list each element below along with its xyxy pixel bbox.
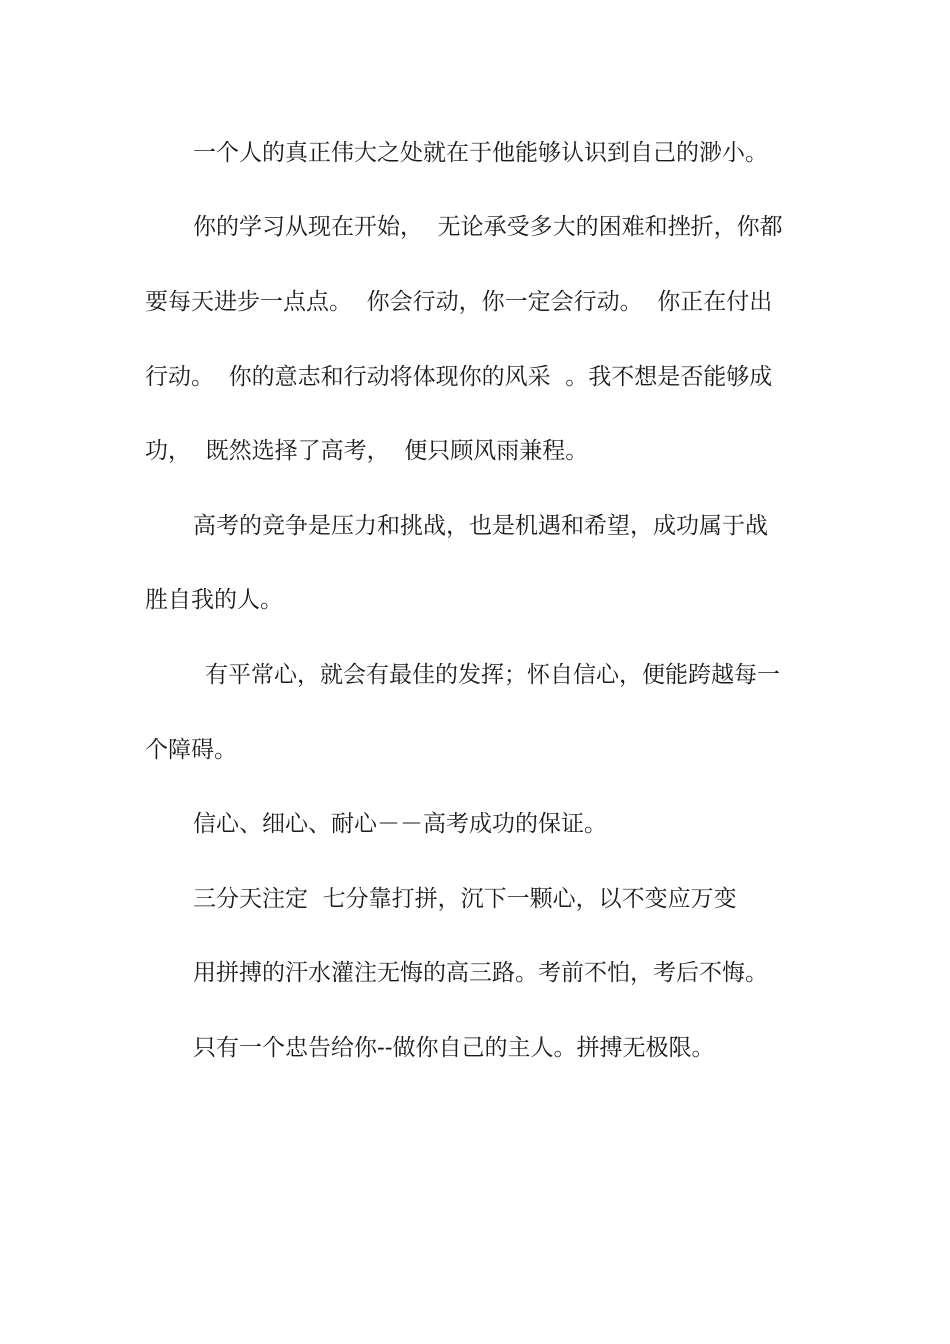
paragraph-line: 个障碍。: [145, 737, 237, 763]
paragraph-line: 要每天进步一点点。 你会行动，你一定会行动。 你正在付出: [145, 289, 773, 315]
paragraph-line: 用拼搏的汗水灌注无悔的高三路。考前不怕，考后不悔。: [193, 960, 768, 986]
paragraph-line: 行动。 你的意志和行动将体现你的风采 。我不想是否能够成: [145, 364, 773, 390]
paragraph-line: 只有一个忠告给你--做你自己的主人。拼搏无极限。: [193, 1035, 715, 1061]
paragraph-line: 一个人的真正伟大之处就在于他能够认识到自己的渺小。: [193, 140, 768, 166]
paragraph-line: 三分天注定 七分靠打拼，沉下一颗心，以不变应万变: [193, 886, 737, 912]
paragraph-line: 高考的竞争是压力和挑战，也是机遇和希望，成功属于战: [193, 513, 768, 539]
paragraph-line: 有平常心，就会有最佳的发挥；怀自信心，便能跨越每一: [205, 662, 780, 688]
paragraph-line: 功， 既然选择了高考， 便只顾风雨兼程。: [145, 438, 589, 464]
paragraph-line: 信心、细心、耐心－－高考成功的保证。: [193, 811, 607, 837]
paragraph-line: 你的学习从现在开始， 无论承受多大的困难和挫折，你都: [193, 214, 783, 240]
paragraph-line: 胜自我的人。: [145, 587, 283, 613]
